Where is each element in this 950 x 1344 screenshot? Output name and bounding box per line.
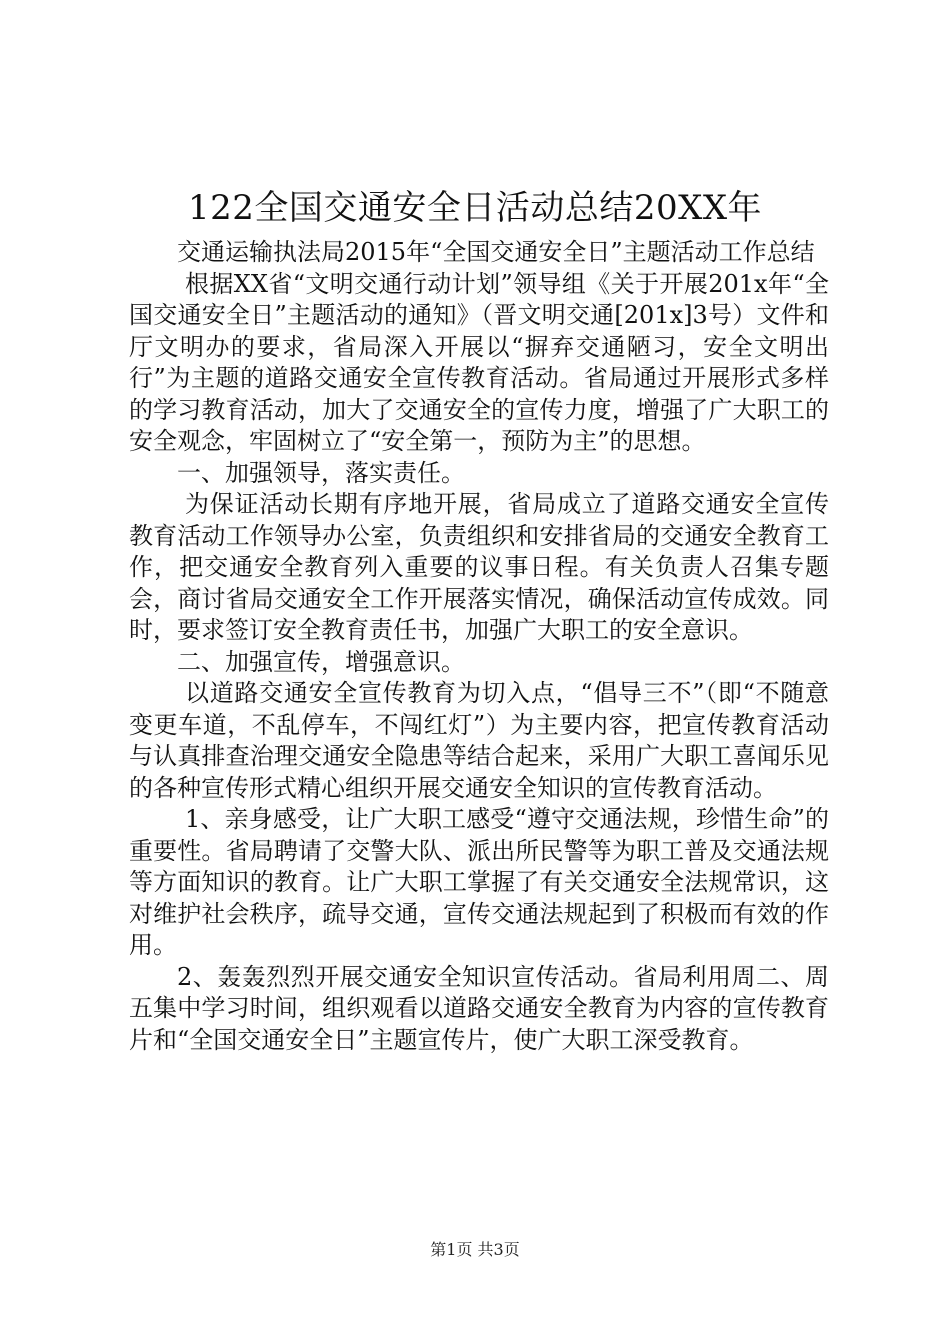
document-body xyxy=(129,237,829,1056)
section-heading-2: 二、加强宣传，增强意识。 xyxy=(177,647,465,676)
paragraph-subtitle: 交通运输执法局2015年“全国交通安全日”主题活动工作总结 xyxy=(177,238,815,266)
paragraph-item-2: 2、轰轰烈烈开展交通安全知识宣传活动。省局利用周二、周五集中学习时间，组织观看以道路交通安全教育为内容的宣传教育片和“全国交通安全日”主题宣传片，使广大职工深受教育。 xyxy=(129,962,829,1054)
paragraph-intro: 根据XX省“文明交通行动计划”领导组《关于开展201x年“全国交通安全日”主题活动的通知》（晋文明交通[201x]3号）文件和厅文明办的要求，省局深入开展以“摒弃交通陋习，安全文明出行”为主题的道路交通安全宣传教育活动。省局通过开展形式多样的学习教育活动，加大了交通安全的宣传力度，增强了广大职工的安全观念，牢固树立了“安全第一，预防为主”的思想。 xyxy=(129,269,829,455)
document-title: 122全国交通安全日活动总结20XX年 xyxy=(187,188,763,228)
section-heading-1: 一、加强领导，落实责任。 xyxy=(177,458,465,487)
paragraph-section-2: 以道路交通安全宣传教育为切入点，“倡导三不”（即“不随意变更车道，不乱停车，不闯红灯”）为主要内容，把宣传教育活动与认真排查治理交通安全隐患等结合起来，采用广大职工喜闻乐见的各种宣传形式精心组织开展交通安全知识的宣传教育活动。 xyxy=(129,679,829,802)
page-number-footer: 第1页 共3页 xyxy=(430,1240,520,1259)
paragraph-section-1: 为保证活动长期有序地开展，省局成立了道路交通安全宣传教育活动工作领导办公室，负责组织和安排省局的交通安全教育工作，把交通安全教育列入重要的议事日程。有关负责人召集专题会，商讨省局交通安全工作开展落实情况，确保活动宣传成效。同时，要求签订安全教育责任书，加强广大职工的安全意识。 xyxy=(129,490,829,644)
paragraph-item-1: 1、亲身感受，让广大职工感受“遵守交通法规，珍惜生命”的重要性。省局聘请了交警大队、派出所民警等为职工普及交通法规等方面知识的教育。让广大职工掌握了有关交通安全法规常识，这对维护社会秩序，疏导交通，宣传交通法规起到了积极而有效的作用。 xyxy=(129,805,829,959)
